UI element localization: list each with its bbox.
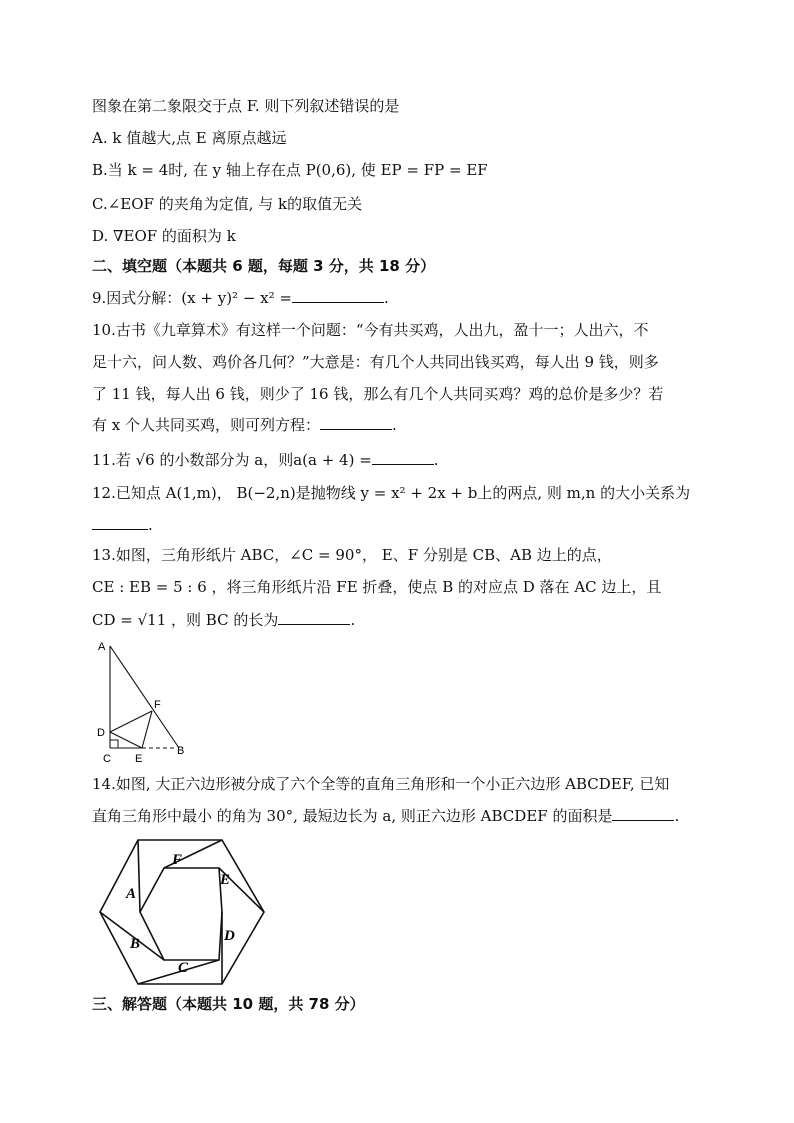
q13-end: . (350, 611, 356, 629)
q8-option-b: B.当 k = 4时, 在 y 轴上存在点 P(0,6), 使 EP = FP = EF (92, 161, 488, 179)
q10-line-1: 10.古书《九章算术》有这样一个问题：“今有共买鸡，人出九，盈十一；人出六，不 (92, 321, 649, 339)
label-f: F (154, 699, 161, 711)
right-angle-mark (110, 740, 118, 748)
q13-line-2: CE : EB = 5 : 6 ，将三角形纸片沿 FE 折叠，使点 B 的对应点 D 落在 AC 边上，且 (92, 578, 662, 596)
question-9 (92, 288, 389, 308)
label-d: D (224, 928, 235, 944)
segment-df (110, 711, 152, 732)
side-ab (110, 646, 179, 748)
q13-line-3-text: CD = √11 ，则 BC 的长为 (92, 611, 279, 629)
q14-answer-blank[interactable] (612, 806, 674, 821)
label-a: A (126, 886, 137, 902)
q11-text: 11.若 √6 的小数部分为 a，则a(a + 4) = (92, 451, 372, 469)
label-e: E (220, 872, 231, 888)
question-11 (92, 450, 439, 470)
q14-line-2-text: 直角三角形中最小 的角为 30°, 最短边长为 a, 则正六边形 ABCDEF 的面积是 (92, 807, 613, 825)
segment-fe (142, 711, 152, 748)
q10-end: . (392, 416, 397, 434)
label-e: E (135, 753, 143, 765)
q12-answer-blank[interactable] (92, 515, 148, 530)
section-2-heading: 二、填空题（本题共 6 题，每题 3 分，共 18 分） (92, 257, 436, 275)
q8-option-c: C.∠EOF 的夹角为定值, 与 k的取值无关 (92, 195, 363, 213)
q13-answer-blank[interactable] (278, 610, 350, 625)
q12-end: . (148, 516, 153, 534)
q13-line-1: 13.如图，三角形纸片 ABC，∠C = 90°， E、F 分别是 CB、AB 边上的点， (92, 546, 612, 564)
q8-option-a: A. k 值越大,点 E 离原点越远 (92, 129, 287, 147)
q12-line-2 (92, 515, 153, 535)
q10-line-4 (92, 415, 397, 435)
inner-hexagon (140, 868, 222, 960)
q13-line-3 (92, 610, 355, 630)
section-3-heading: 三、解答题（本题共 10 题，共 78 分） (92, 995, 365, 1013)
label-c: C (103, 753, 111, 765)
q10-line-2: 足十六，问人数、鸡价各几何？”大意是：有几个人共同出钱买鸡，每人出 9 钱，则多 (92, 353, 659, 371)
q13-triangle-figure (92, 636, 202, 766)
q8-stem: 图象在第二象限交于点 F. 则下列叙述错误的是 (92, 97, 400, 115)
q9-answer-blank[interactable] (292, 288, 384, 303)
label-b: B (177, 745, 185, 757)
q12-line-1: 12.已知点 A(1,m)， B(−2,n)是抛物线 y = x² + 2x + b上的两点, 则 m,n 的大小关系为 (92, 484, 691, 502)
q11-end: . (433, 451, 439, 469)
label-d: D (97, 727, 105, 739)
q14-line-2 (92, 806, 679, 826)
q10-answer-blank[interactable] (320, 415, 392, 430)
q9-text: 9.因式分解：(x + y)² − x² = (92, 289, 292, 307)
q14-end: . (674, 807, 680, 825)
q11-answer-blank[interactable] (372, 450, 434, 465)
label-a: A (98, 641, 106, 653)
q10-line-4-text: 有 x 个人共同买鸡，则可列方程： (92, 416, 320, 434)
label-f: F (172, 852, 183, 868)
q10-line-3: 了 11 钱，每人出 6 钱，则少了 16 钱，那么有几个人共同买鸡？鸡的总价是多少？若 (92, 385, 664, 403)
triangle-edge-1 (138, 840, 140, 912)
label-b: B (130, 936, 141, 952)
label-c: C (178, 960, 189, 976)
q14-line-1: 14.如图, 大正六边形被分成了六个全等的直角三角形和一个小正六边形 ABCDEF, 已知 (92, 775, 670, 793)
q14-hexagon-figure (96, 836, 266, 988)
q8-option-d: D. ∇EOF 的面积为 k (92, 227, 236, 245)
q9-end: . (383, 289, 389, 307)
